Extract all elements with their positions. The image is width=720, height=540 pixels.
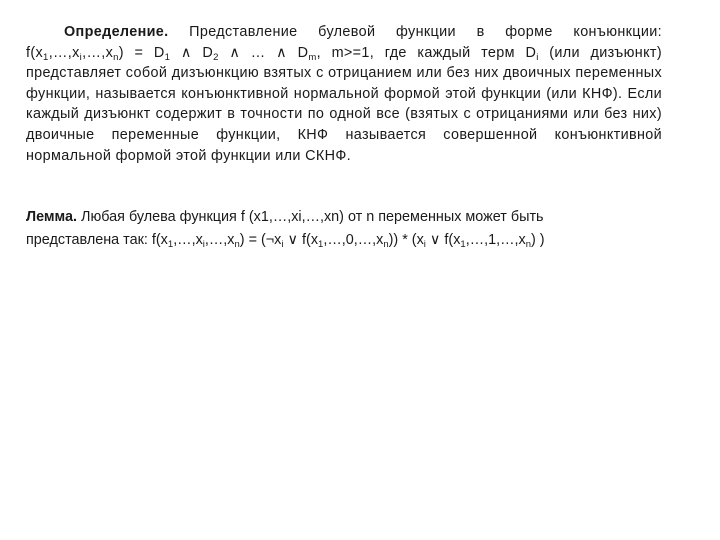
- definition-text: , m>=1, где каждый терм D: [316, 44, 537, 61]
- lemma-text: )) * (x: [388, 231, 424, 248]
- lemma-text: ,…,1,…,x: [465, 231, 526, 248]
- subscript: m: [308, 51, 317, 63]
- definition-text: Представление булевой функции в форме конъюнкции: f(x: [26, 24, 662, 61]
- subscript: n: [113, 51, 119, 63]
- subscript: 1: [164, 51, 171, 63]
- lemma-text: ,…,x: [173, 231, 203, 248]
- definition-term: Определение.: [64, 24, 169, 40]
- definition-paragraph: [26, 22, 662, 166]
- subscript: 1: [167, 238, 174, 250]
- lemma-term: Лемма.: [26, 209, 78, 225]
- subscript: i: [281, 238, 284, 250]
- definition-text: ∧ … ∧ D: [218, 44, 309, 61]
- lemma-text: ∨ f(x: [283, 231, 319, 248]
- subscript: n: [525, 238, 531, 250]
- subscript: i: [536, 51, 539, 63]
- definition-text: ,…,x: [48, 44, 80, 61]
- subscript: 1: [43, 51, 49, 63]
- subscript: n: [383, 238, 389, 250]
- lemma-line-2: [26, 229, 686, 252]
- lemma-text: ,…,0,…,x: [323, 231, 384, 248]
- subscript: n: [234, 238, 240, 250]
- lemma-text: представлена так: f(x: [26, 231, 168, 248]
- definition-text: ) = D: [118, 44, 165, 61]
- lemma-text: ) = (¬x: [239, 231, 282, 248]
- lemma-text: ,…,x: [204, 231, 235, 248]
- lemma-text: Любая булева функция f (x1,…,xi,…,xn) от n переменных может быть: [77, 209, 544, 225]
- subscript: i: [423, 238, 426, 250]
- subscript: i: [202, 238, 205, 250]
- subscript: i: [79, 51, 83, 63]
- lemma-text: ) ): [531, 231, 545, 248]
- subscript: 1: [318, 238, 324, 250]
- lemma-paragraph: [26, 206, 686, 251]
- lemma-line-1: [26, 206, 686, 229]
- subscript: 2: [213, 51, 219, 63]
- definition-text: ∧ D: [170, 44, 214, 61]
- definition-text: ,…,x: [82, 44, 114, 61]
- subscript: 1: [460, 238, 466, 250]
- lemma-text: ∨ f(x: [425, 231, 461, 248]
- definition-text: (или дизъюнкт) представляет собой дизъюнкцию взятых с отрицанием или без них двоичных переменных функции, называется конъюнктивной нормальной формой этой функции (или КНФ). Если каждый дизъюнкт содержит в точности по одной все (взятых с отрицаниями или без них) двоичные переменные функции, КНФ называется совершенной конъюнктивной нормальной формой этой функции или СКНФ.: [26, 44, 662, 164]
